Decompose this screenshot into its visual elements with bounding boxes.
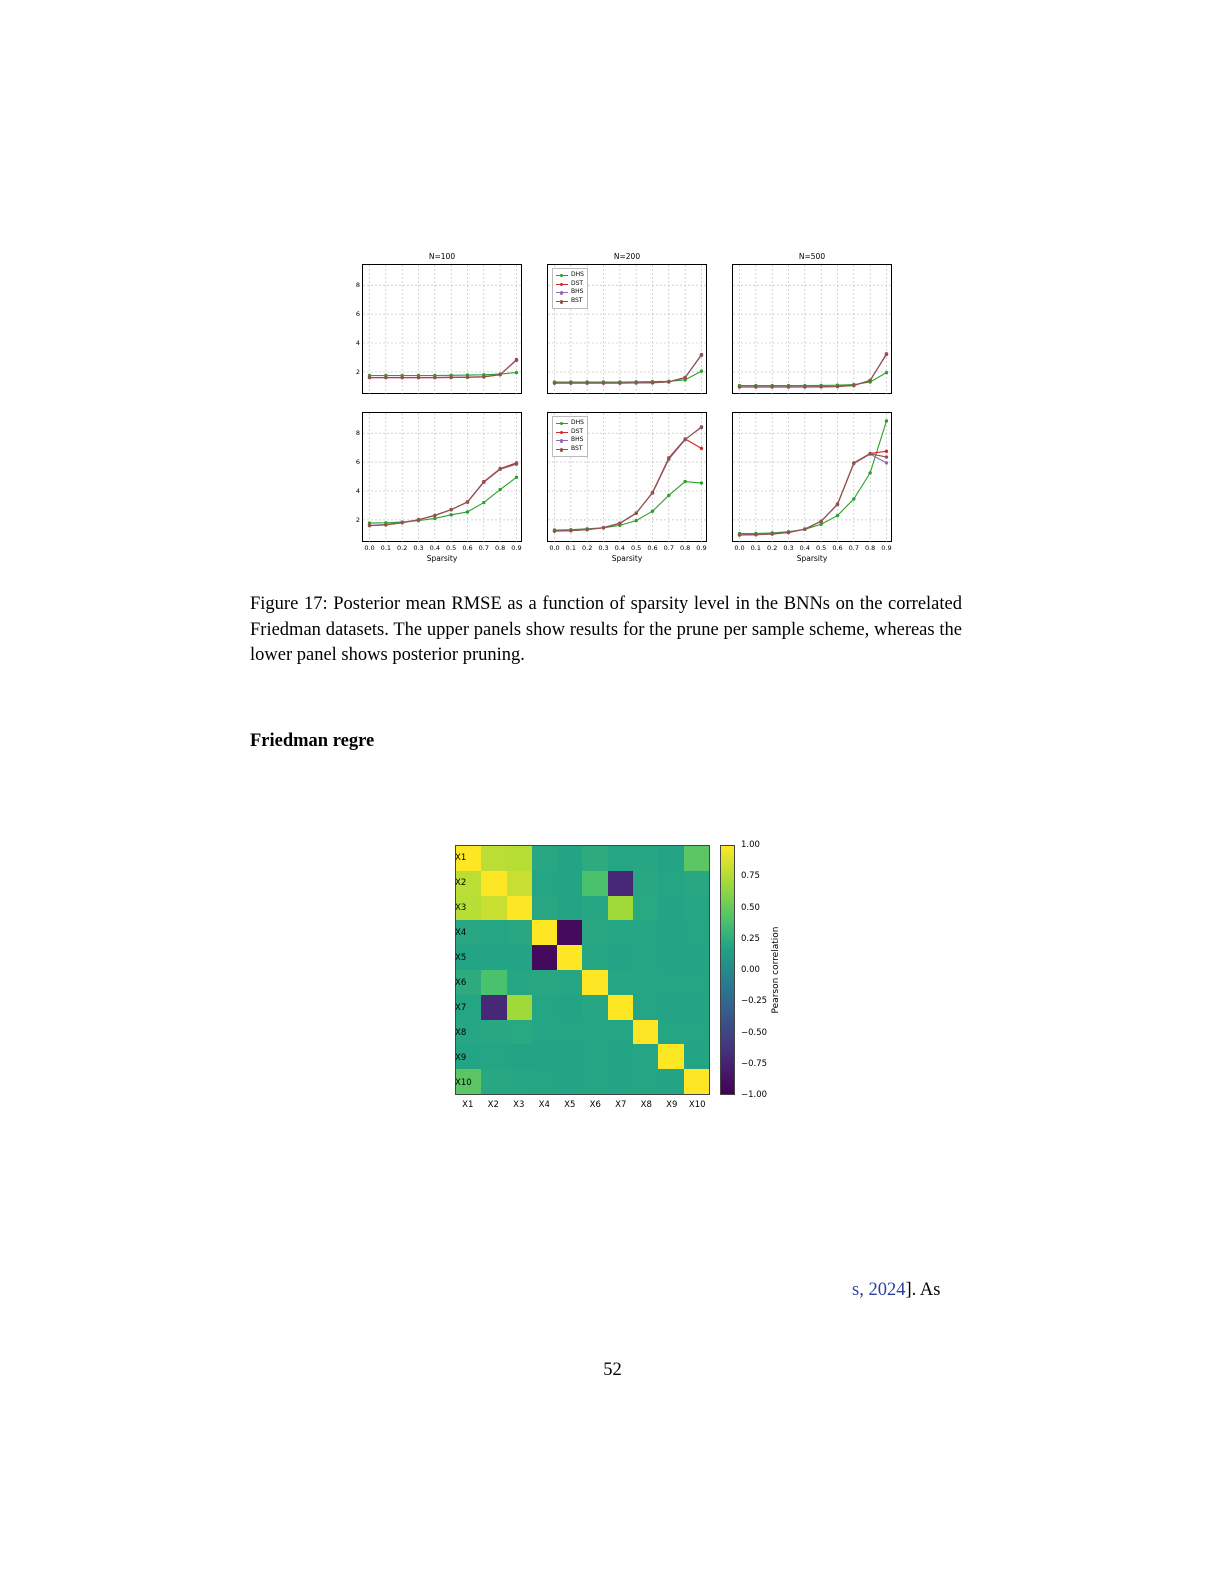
x-tick-label: 0.8 <box>864 544 876 552</box>
legend-label: BHS <box>571 436 584 444</box>
heatmap-cell <box>582 945 607 970</box>
heatmap-cell <box>532 1069 557 1094</box>
heatmap-cell <box>532 846 557 871</box>
x-axis-label: Sparsity <box>426 554 458 563</box>
heatmap-cell <box>658 1044 683 1069</box>
legend-label: DST <box>571 427 584 435</box>
series-line-DHS <box>370 477 517 523</box>
legend-line-icon <box>556 284 568 285</box>
heatmap-cell <box>481 970 506 995</box>
heatmap-cell <box>633 871 658 896</box>
heatmap-cell <box>532 896 557 921</box>
figure-17 <box>322 250 892 570</box>
heatmap-cell <box>633 970 658 995</box>
x-tick-label: 0.4 <box>429 544 440 552</box>
heatmap-cell <box>532 1044 557 1069</box>
panel-legend <box>552 268 588 309</box>
x-tick-label: 0.5 <box>445 544 457 552</box>
y-tick-label: 4 <box>355 487 360 495</box>
x-tick-label: 0.2 <box>397 544 408 552</box>
heatmap-cell <box>532 1020 557 1045</box>
x-tick-label: 0.9 <box>881 544 892 552</box>
correlation-heatmap-figure <box>420 840 790 1115</box>
y-tick-label: 2 <box>355 515 360 524</box>
colorbar-title: Pearson correlation <box>771 926 781 1014</box>
panel-plot-area <box>363 413 523 543</box>
heatmap-cell <box>481 1020 506 1045</box>
series-line-BST <box>555 355 702 383</box>
panel-legend <box>552 416 588 457</box>
series-line-DHS <box>740 421 887 534</box>
panel-plot-area <box>733 413 893 543</box>
heatmap-cell <box>608 920 633 945</box>
x-tick-label: 0.6 <box>647 544 658 552</box>
heatmap-col-label-X4: X4 <box>538 1100 550 1110</box>
series-line-DHS <box>555 482 702 530</box>
legend-line-icon <box>556 292 568 293</box>
heatmap-cell <box>532 970 557 995</box>
heatmap-cell <box>658 1020 683 1045</box>
heatmap-cell <box>557 1044 582 1069</box>
heatmap-cell <box>557 846 582 871</box>
heatmap-cell <box>481 846 506 871</box>
heatmap-cell <box>532 945 557 970</box>
series-line-BST <box>740 454 887 535</box>
heatmap-cell <box>684 1020 709 1045</box>
heatmap-cell <box>582 970 607 995</box>
heatmap-col-label-X10: X10 <box>688 1100 706 1110</box>
heatmap-col-label-X2: X2 <box>487 1100 499 1110</box>
heatmap-cell <box>557 896 582 921</box>
heatmap-cell <box>481 945 506 970</box>
x-tick-label: 0.9 <box>511 544 522 552</box>
x-tick-label: 0.0 <box>549 544 560 552</box>
colorbar-tick-label: 0.25 <box>741 933 760 944</box>
section-subheading: Friedman regre <box>250 731 375 751</box>
colorbar <box>720 845 735 1095</box>
heatmap-cell <box>507 1044 532 1069</box>
x-tick-label: 0.5 <box>815 544 827 552</box>
heatmap-cell <box>507 871 532 896</box>
legend-item-BHS <box>556 436 584 445</box>
heatmap-col-label-X6: X6 <box>589 1100 601 1110</box>
heatmap-cell <box>507 970 532 995</box>
legend-line-icon <box>556 432 568 433</box>
x-tick-label: 0.0 <box>364 544 375 552</box>
heatmap-cell <box>658 920 683 945</box>
heatmap-cell <box>658 846 683 871</box>
heatmap-cell <box>582 920 607 945</box>
y-tick-label: 8 <box>355 281 360 290</box>
y-tick-label: 6 <box>355 458 360 467</box>
heatmap-cell <box>684 896 709 921</box>
series-line-DST <box>740 451 887 535</box>
heatmap-col-label-X5: X5 <box>564 1100 576 1110</box>
heatmap-col-label-X3: X3 <box>513 1100 525 1110</box>
x-tick-label: 0.8 <box>679 544 691 552</box>
heatmap-col-label-X1: X1 <box>462 1100 474 1110</box>
legend-line-icon <box>556 449 568 450</box>
colorbar-tick-label: 0.00 <box>741 965 760 975</box>
heatmap-cell <box>582 896 607 921</box>
legend-item-DST <box>556 428 584 437</box>
x-axis-label: Sparsity <box>796 554 828 563</box>
figure-panel-3 <box>732 252 892 394</box>
heatmap-cell <box>684 945 709 970</box>
x-tick-label: 0.8 <box>494 544 506 552</box>
x-tick-label: 0.7 <box>663 544 674 552</box>
heatmap-cell <box>684 920 709 945</box>
x-tick-label: 0.3 <box>598 544 609 552</box>
heatmap-cell <box>608 896 633 921</box>
heatmap-cell <box>481 995 506 1020</box>
heatmap-cell <box>557 995 582 1020</box>
colorbar-tick-label: 0.50 <box>741 902 760 913</box>
heatmap-cell <box>557 1069 582 1094</box>
heatmap-cell <box>608 1020 633 1045</box>
x-tick-label: 0.7 <box>478 544 489 552</box>
heatmap-cell <box>684 846 709 871</box>
x-tick-label: 0.1 <box>565 544 577 552</box>
heatmap-cell <box>481 896 506 921</box>
heatmap-cell <box>684 871 709 896</box>
x-tick-label: 0.1 <box>750 544 762 552</box>
legend-label: DST <box>571 279 584 287</box>
heatmap-cell <box>582 871 607 896</box>
heatmap-cell <box>684 995 709 1020</box>
heatmap-cell <box>633 1020 658 1045</box>
colorbar-tick-label: 1.00 <box>741 840 760 850</box>
heatmap-cell <box>608 846 633 871</box>
legend-item-DST <box>556 280 584 289</box>
x-tick-label: 0.2 <box>582 544 593 552</box>
legend-line-icon <box>556 423 568 424</box>
heatmap-cell <box>582 995 607 1020</box>
x-tick-label: 0.9 <box>696 544 707 552</box>
heatmap-cell <box>481 1069 506 1094</box>
series-line-DHS <box>555 371 702 382</box>
series-line-BHS <box>370 360 517 377</box>
figure-17-caption: Figure 17: Posterior mean RMSE as a function of sparsity level in the BNNs on the correlated Friedman datasets. The upper panels show results for the prune per sample scheme, whereas the lower panel shows posterior pruning. <box>250 594 962 666</box>
trailing-text <box>852 1280 940 1301</box>
x-tick-label: 0.4 <box>799 544 810 552</box>
legend-item-BST <box>556 297 584 306</box>
colorbar-tick-label: −0.25 <box>741 996 768 1007</box>
legend-label: BST <box>571 445 583 453</box>
heatmap-cell <box>633 945 658 970</box>
y-tick-label: 6 <box>355 310 360 319</box>
heatmap-cell <box>658 896 683 921</box>
heatmap-col-label-X7: X7 <box>615 1100 627 1110</box>
series-line-DHS <box>740 373 887 386</box>
heatmap-cell <box>633 896 658 921</box>
heatmap-cell <box>481 871 506 896</box>
x-tick-label: 0.4 <box>614 544 625 552</box>
legend-item-DHS <box>556 419 584 428</box>
heatmap-cell <box>658 1069 683 1094</box>
citation-link[interactable]: s, 2024 <box>852 1280 906 1300</box>
heatmap-grid <box>455 845 710 1095</box>
panel-plot-area <box>733 265 893 395</box>
heatmap-cell <box>608 945 633 970</box>
x-tick-label: 0.5 <box>630 544 642 552</box>
heatmap-cell <box>633 1069 658 1094</box>
heatmap-cell <box>684 1069 709 1094</box>
heatmap-cell <box>532 995 557 1020</box>
panel-title-N=100: N=100 <box>428 252 456 261</box>
x-axis-label: Sparsity <box>611 554 643 563</box>
heatmap-cell <box>633 995 658 1020</box>
heatmap-cell <box>557 920 582 945</box>
legend-label: DHS <box>571 271 584 278</box>
y-tick-label: 8 <box>355 429 360 438</box>
series-line-BST <box>740 354 887 387</box>
legend-label: BHS <box>571 288 584 296</box>
heatmap-cell <box>507 846 532 871</box>
x-tick-label: 0.2 <box>767 544 778 552</box>
x-tick-label: 0.6 <box>832 544 843 552</box>
heatmap-cell <box>507 920 532 945</box>
figure-panel-4 <box>355 412 522 563</box>
legend-item-BHS <box>556 288 584 297</box>
heatmap-cell <box>532 920 557 945</box>
heatmap-cell <box>507 1020 532 1045</box>
heatmap-cell <box>684 1044 709 1069</box>
heatmap-cell <box>608 995 633 1020</box>
figure-panel-1 <box>355 252 522 394</box>
panel-title-N=200: N=200 <box>613 252 641 261</box>
heatmap-cell <box>608 1069 633 1094</box>
heatmap-col-label-X8: X8 <box>640 1100 652 1110</box>
legend-item-BST <box>556 445 584 454</box>
heatmap-cell <box>557 871 582 896</box>
x-tick-label: 0.0 <box>734 544 745 552</box>
legend-label: DHS <box>571 419 584 426</box>
heatmap-cell <box>582 1044 607 1069</box>
panel-plot-area <box>363 265 523 395</box>
heatmap-cell <box>507 945 532 970</box>
heatmap-cell <box>658 995 683 1020</box>
heatmap-cell <box>582 846 607 871</box>
heatmap-col-label-X9: X9 <box>666 1100 678 1110</box>
legend-line-icon <box>556 301 568 302</box>
heatmap-cell <box>557 970 582 995</box>
heatmap-cell <box>684 970 709 995</box>
heatmap-cell <box>633 846 658 871</box>
heatmap-cell <box>481 920 506 945</box>
series-line-BHS <box>740 454 887 535</box>
y-tick-label: 4 <box>355 339 360 347</box>
heatmap-cell <box>507 1069 532 1094</box>
heatmap-cell <box>608 871 633 896</box>
y-tick-label: 2 <box>355 367 360 376</box>
colorbar-tick-label: −1.00 <box>741 1090 768 1100</box>
x-tick-label: 0.7 <box>848 544 859 552</box>
legend-item-DHS <box>556 271 584 280</box>
heatmap-cell <box>582 1020 607 1045</box>
legend-line-icon <box>556 440 568 441</box>
x-tick-label: 0.3 <box>783 544 794 552</box>
heatmap-cell <box>633 1044 658 1069</box>
x-tick-label: 0.6 <box>462 544 473 552</box>
panel-title-N=500: N=500 <box>798 252 826 261</box>
figure-panel-5 <box>547 412 707 563</box>
figure-panel-2 <box>547 252 707 394</box>
heatmap-cell <box>557 1020 582 1045</box>
colorbar-tick-label: −0.75 <box>741 1058 768 1069</box>
heatmap-cell <box>658 871 683 896</box>
heatmap-cell <box>481 1044 506 1069</box>
trailing-after: ]. As <box>905 1280 941 1300</box>
page-number: 52 <box>603 1360 622 1380</box>
heatmap-cell <box>507 896 532 921</box>
heatmap-cell <box>532 871 557 896</box>
heatmap-cell <box>658 945 683 970</box>
heatmap-cell <box>582 1069 607 1094</box>
heatmap-cell <box>608 970 633 995</box>
heatmap-cell <box>557 945 582 970</box>
colorbar-tick-label: 0.75 <box>741 871 760 882</box>
figure-panel-6 <box>732 412 892 563</box>
colorbar-tick-label: −0.50 <box>741 1027 768 1038</box>
legend-label: BST <box>571 297 583 305</box>
x-tick-label: 0.3 <box>413 544 424 552</box>
heatmap-cell <box>507 995 532 1020</box>
heatmap-cell <box>633 920 658 945</box>
heatmap-cell <box>658 970 683 995</box>
heatmap-cell <box>608 1044 633 1069</box>
x-tick-label: 0.1 <box>380 544 392 552</box>
legend-line-icon <box>556 275 568 276</box>
